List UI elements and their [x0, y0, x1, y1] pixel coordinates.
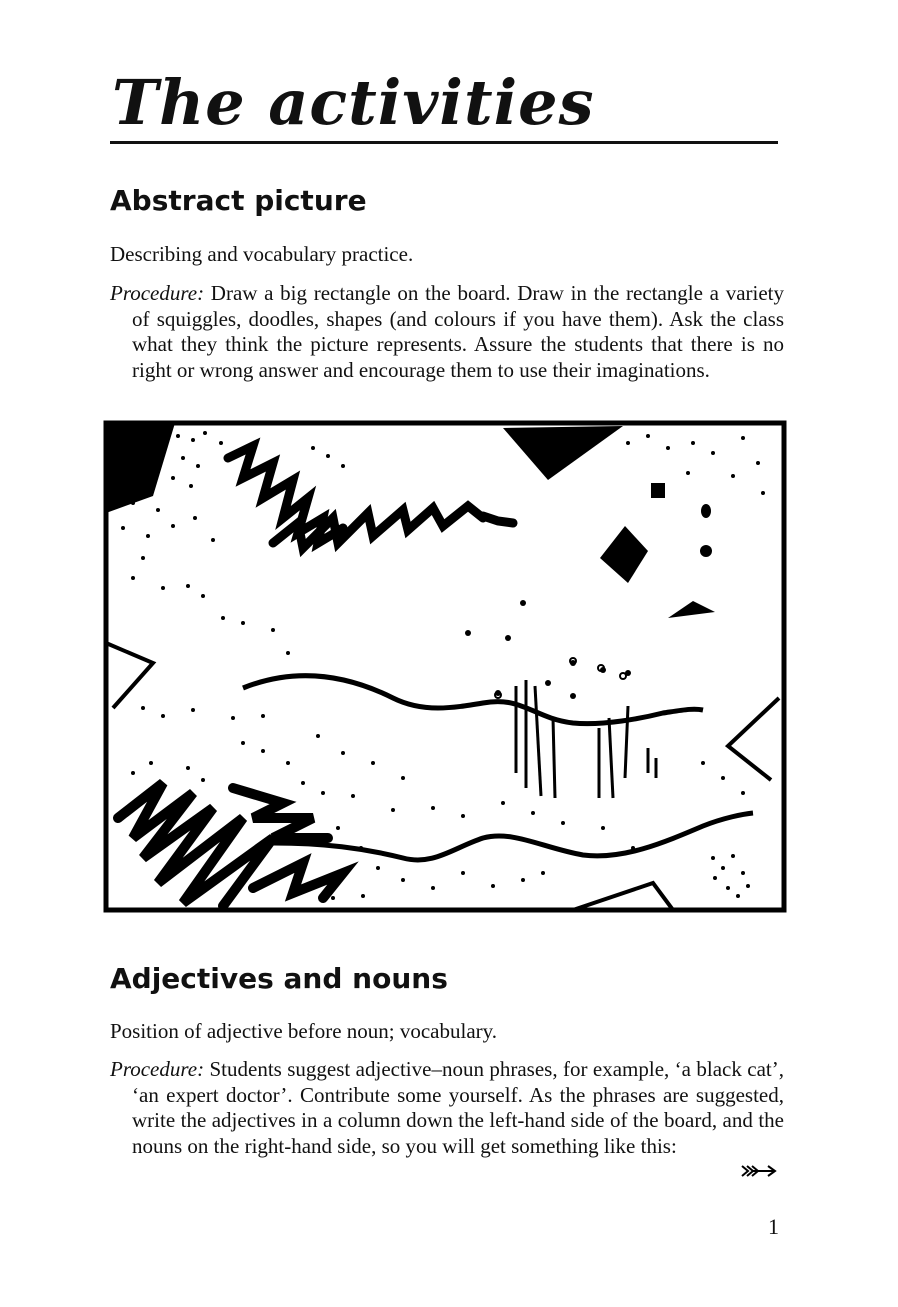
- page-number: 1: [768, 1214, 779, 1239]
- dot-pattern: [121, 431, 765, 900]
- abstract-picture-illustration: [103, 418, 787, 914]
- right-chevron-line: [728, 698, 779, 780]
- chapter-title-rule: [110, 141, 778, 144]
- vertical-strokes: [516, 680, 656, 798]
- scribble-band: [228, 446, 513, 548]
- chapter-title: The activities: [112, 66, 595, 139]
- procedure-label: Procedure:: [110, 1057, 205, 1081]
- continued-arrow-icon: [740, 1163, 778, 1179]
- inverted-triangle-shape: [503, 426, 623, 480]
- upper-wave-line: [243, 676, 703, 724]
- small-square-shape: [651, 483, 665, 498]
- section-heading-abstract-picture: Abstract picture: [110, 184, 367, 217]
- section-lead-adjectives-and-nouns: Position of adjective before noun; vocabulary.: [110, 1019, 498, 1043]
- procedure-label: Procedure:: [110, 281, 205, 305]
- lower-wave-line: [273, 813, 753, 860]
- section-lead-abstract-picture: Describing and vocabulary practice.: [110, 242, 414, 266]
- left-notch-line: [106, 643, 153, 708]
- dot-shape: [700, 545, 712, 557]
- bottom-triangle-line: [573, 883, 673, 910]
- procedure-text: Draw a big rectangle on the board. Draw in the rectangle a variety of squiggles, doodles, shapes (and colours if you have them). Ask the class what they think the picture represents. Assure the students that there is no right or wrong answer and encourage them to use their imaginations.: [132, 281, 785, 382]
- section-heading-adjectives-and-nouns: Adjectives and nouns: [110, 962, 448, 995]
- procedure-text: Students suggest adjective–noun phrases, for example, ‘a black cat’, ‘an expert doctor’. Contribute some yourself. As the phrases are suggested, write the adjectives in a column down the left-hand side of the board, and the nouns on the right-hand side, so you will get something like this:: [132, 1057, 785, 1158]
- procedure-abstract-picture: [110, 281, 784, 383]
- procedure-adjectives-and-nouns: [110, 1057, 784, 1159]
- small-triangle-shape: [668, 601, 715, 618]
- corner-block-shape: [106, 423, 175, 513]
- dot-shape: [701, 504, 711, 518]
- diamond-shape: [600, 526, 648, 583]
